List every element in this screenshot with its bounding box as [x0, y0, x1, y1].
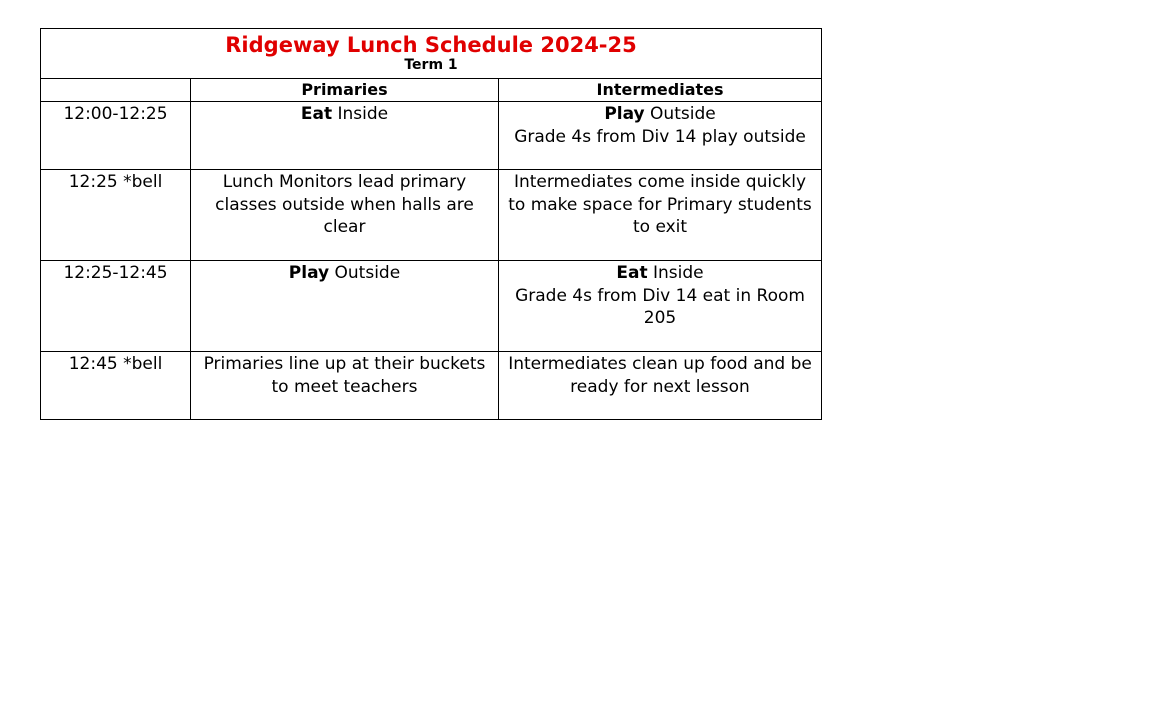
table-row — [41, 170, 822, 261]
time-cell — [41, 170, 191, 261]
document-subtitle: Term 1 — [404, 57, 458, 73]
intermediates-cell — [499, 352, 822, 420]
time-cell — [41, 102, 191, 170]
intermediates-cell — [499, 170, 822, 261]
activity-text: Intermediates clean up food and be ready for next lesson — [508, 354, 812, 397]
lunch-schedule-table — [40, 28, 822, 420]
document-title: Ridgeway Lunch Schedule 2024-25 — [225, 33, 637, 57]
primaries-cell — [191, 352, 499, 420]
activity-bold: Eat — [616, 263, 648, 283]
activity-note: Grade 4s from Div 14 eat in Room 205 — [515, 285, 805, 328]
title-cell — [41, 29, 822, 79]
time-label: 12:45 *bell — [68, 354, 163, 374]
time-cell — [41, 261, 191, 352]
activity-bold: Play — [288, 263, 330, 283]
primaries-cell — [191, 170, 499, 261]
header-row — [41, 79, 822, 102]
activity-text: Intermediates come inside quickly to make space for Primary students to exit — [508, 172, 812, 237]
intermediates-cell — [499, 102, 822, 170]
activity-bold: Eat — [300, 104, 333, 124]
time-label: 12:00-12:25 — [63, 104, 168, 124]
activity-text: Lunch Monitors lead primary classes outside when halls are clear — [215, 172, 474, 237]
time-cell — [41, 352, 191, 420]
title-row — [41, 29, 822, 79]
primaries-cell — [191, 261, 499, 352]
intermediates-cell — [499, 261, 822, 352]
header-primaries: Primaries — [191, 79, 499, 102]
activity-text: Outside — [329, 263, 401, 283]
table-row — [41, 102, 822, 170]
header-time — [41, 79, 191, 102]
activity-bold: Play — [604, 104, 645, 124]
activity-text: Inside — [647, 263, 704, 283]
activity-text: Primaries line up at their buckets to meet teachers — [203, 354, 486, 397]
activity-text: Outside — [644, 104, 716, 124]
table-row — [41, 352, 822, 420]
header-intermediates: Intermediates — [499, 79, 822, 102]
activity-text: Inside — [332, 104, 389, 124]
table-row — [41, 261, 822, 352]
primaries-cell — [191, 102, 499, 170]
activity-note: Grade 4s from Div 14 play outside — [514, 126, 806, 147]
time-label: 12:25 *bell — [68, 172, 163, 192]
time-label: 12:25-12:45 — [63, 263, 168, 283]
